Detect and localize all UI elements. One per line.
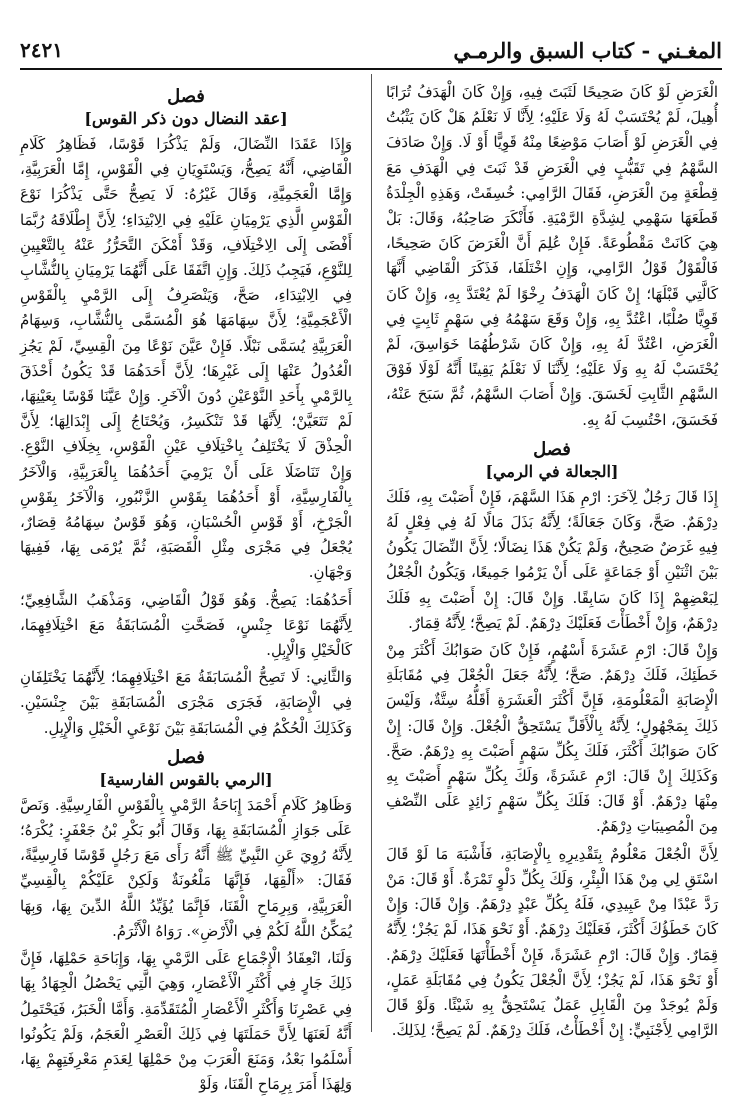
section-subheading: [الجعالة في الرمي] [485, 461, 619, 481]
paragraph: وَإِذَا عَقَدَا النِّضَالَ، وَلَمْ يَذْكُرَا قَوْسًا، فَظَاهِرُ كَلَامِ الْقَاضِي، أَنَّهُ يَصِحُّ، وَيَسْتَوِيَانِ فِي الْقَوْسِ، إِمَّا الْعَرَبِيَّةِ، وَإِمَّا الْعَجَمِيَّةِ، وَقَالَ غَيْرُهُ: لَا يَصِحُّ حَتَّى يَذْكُرَا نَوْعَ الْقَوْسِ الَّذِي يَرْمِيَانِ عَلَيْهِ فِي الِابْتِدَاءِ؛ لِأَنَّ إِطْلَاقَهُ رُبَّمَا أَفْضَى إِلَى الِاخْتِلَافِ، وَقَدْ أَمْكَنَ التَّحَرُّزُ عَنْهُ بِالتَّعْيِينِ لِلنَّوْعِ، فَيَجِبُ ذَلِكَ. وَإِنِ اتَّفَقَا عَلَى أَنَّهُمَا يَرْمِيَانِ بِالنُّشَّابِ فِي الِابْتِدَاءِ، صَحَّ، وَيَنْصَرِفُ إِلَى الرَّمْيِ بِالْقَوْسِ الْأَعْجَمِيَّةِ؛ لِأَنَّ سِهَامَهَا هُوَ الْمُسَمَّى بِالنُّشَّابِ، وَسِهَامُ الْعَرَبِيَّةِ يُسَمَّى نَبْلًا. فَإِنْ عَيَّنَ نَوْعًا مِنَ الْقِسِيِّ، لَمْ يَجُزِ الْعُدُولُ عَنْهَا إِلَى غَيْرِهَا؛ لِأَنَّ أَحَدَهُمَا قَدْ يَكُونُ أَحْذَقَ بِالرَّمْيِ بِأَحَدِ النَّوْعَيْنِ دُونَ الْآخَرِ. وَإِنْ عَيَّنَا قَوْسًا بِعَيْنِهَا، لَمْ تَتَعَيَّنْ؛ لِأَنَّهَا قَدْ تَنْكَسِرُ، وَيُحْتَاجُ إِلَى إِبْدَالِهَا؛ لِأَنَّ الْحِذْقَ لَا يَخْتَلِفُ بِاخْتِلَافِ عَيْنِ الْقَوْسِ، بِخِلَافِ النَّوْعِ. وَإِنْ تَنَاضَلَا عَلَى أَنْ يَرْمِيَ أَحَدُهُمَا بِالْعَرَبِيَّةِ، وَالْآخَرُ بِالْفَارِسِيَّةِ، أَوْ أَحَدُهُمَا بِقَوْسِ الزَّنْبُورِ، وَالْآخَرُ بِقَوْسِ الْجَرْخِ، أَوْ قَوْسِ الْحُسْبَانِ، وَهُوَ قَوْسٌ سِهَامُهُ قِصَارٌ، يُجْعَلُ فِي مَجْرَى مِثْلِ الْقَصَبَةِ، ثُمَّ يُرْمَى بِهَا، فَفِيهَا وَجْهَانِ. [20, 136, 352, 582]
header-rule [20, 68, 722, 70]
column-divider [371, 74, 372, 1032]
section-subheading: [عقد النضال دون ذكر القوس] [84, 109, 288, 128]
paragraph: وَلَنَا، انْعِقَادُ الْإِجْمَاعِ عَلَى الرَّمْيِ بِهَا، وَإِبَاحَةِ حَمْلِهَا، فَإِنَّ ذَلِكَ جَارٍ فِي أَكْثَرِ الْأَعْصَارِ، وَهِيَ الَّتِي يَحْصُلُ الْجِهَادُ بِهَا فِي عَصْرِنَا وَأَكْثَرِ الْأَعْصَارِ الْمُتَقَدِّمَةِ. وَأَمَّا الْخَبَرُ، فَيَحْتَمِلُ أَنَّهُ لَعَنَهَا لِأَنَّ حَمَلَتَهَا فِي ذَلِكَ الْعَصْرِ الْعَجَمُ، وَلَمْ يَكُونُوا أَسْلَمُوا بَعْدُ، وَمَنَعَ الْعَرَبَ مِنْ حَمْلِهَا لِعَدَمِ مَعْرِفَتِهِمْ بِهَا، وَلِهَذَا أَمَرَ بِرِمَاحِ الْقَنَا، وَلَوْ [20, 950, 352, 1094]
paragraph: إِذَا قَالَ رَجُلٌ لِآخَرَ: ارْمِ هَذَا السَّهْمَ، فَإِنْ أَصَبْتَ بِهِ، فَلَكَ دِرْهَمٌ. صَحَّ، وَكَانَ جَعَالَةً؛ لِأَنَّهُ بَذَلَ مَالًا لَهُ فِي فِعْلٍ لَهُ فِيهِ غَرَضٌ صَحِيحٌ، وَلَمْ يَكُنْ هَذَا نِضَالًا؛ لِأَنَّ النِّضَالَ يَكُونُ بَيْنَ اثْنَيْنِ أَوْ جَمَاعَةٍ عَلَى أَنْ يَرْمُوا جَمِيعًا، وَيَكُونُ الْجُعْلُ لِبَعْضِهِمْ إِذَا كَانَ سَابِقًا. وَإِنْ قَالَ: إِنْ أَصَبْتَ بِهِ فَلَكَ دِرْهَمٌ، وَإِنْ أَخْطَأْتَ فَعَلَيْكَ دِرْهَمٌ. لَمْ يَصِحَّ؛ لِأَنَّهُ قِمَارٌ. [386, 488, 718, 632]
paragraph: لِأَنَّ الْجُعْلَ مَعْلُومٌ بِتَقْدِيرِهِ بِالْإِصَابَةِ، فَأَشْبَهَ مَا لَوْ قَالَ اسْتَقِ لِي مِنْ هَذَا الْبِئْرِ، وَلَكَ بِكُلِّ دَلْوٍ تَمْرَةٌ. أَوْ قَالَ: مَنْ رَدَّ عَبْدًا مِنْ عَبِيدِي، فَلَهُ بِكُلِّ عَبْدٍ دِرْهَمٌ. وَإِنْ قَالَ: وَإِنْ كَانَ خَطَؤُكَ أَكْثَرَ، فَعَلَيْكَ دِرْهَمٌ. أَوْ نَحْوَ هَذَا، لَمْ يَجُزْ؛ لِأَنَّهُ قِمَارٌ. وَإِنْ قَالَ: ارْمِ عَشَرَةً، فَإِنْ أَخْطَأْتَهَا فَعَلَيْكَ دِرْهَمٌ. أَوْ نَحْوَ هَذَا، لَمْ يَجُزْ؛ لِأَنَّ الْجُعْلَ يَكُونُ فِي مُقَابَلَةِ عَمَلٍ، وَلَمْ يُوجَدْ مِنَ الْقَابِلِ عَمَلٌ يَسْتَحِقُّ بِهِ شَيْئًا. وَلَوْ قَالَ الرَّامِي لِأَجْنَبِيٍّ: إِنْ أَخْطَأْتُ، فَلَكَ دِرْهَمٌ. لَمْ يَصِحَّ؛ لِذَلِكَ. [386, 845, 718, 1040]
paragraph: أَحَدُهُمَا: يَصِحُّ. وَهُوَ قَوْلُ الْقَاضِي، وَمَذْهَبُ الشَّافِعِيِّ؛ لِأَنَّهُمَا نَوْعَا جِنْسٍ، فَصَحَّتِ الْمُسَابَقَةُ مَعَ اخْتِلَافِهِمَا، كَالْخَيْلِ وَالْإِبِلِ. [20, 591, 352, 660]
paragraph: الْغَرَضِ لَوْ كَانَ صَحِيحًا لَثَبَتَ فِيهِ، وَإِنْ كَانَ الْهَدَفُ تُرَابًا أُهِيلَ، لَمْ يُحْتَسَبْ لَهُ وَلَا عَلَيْهِ؛ لِأَنَّا لَا نَعْلَمُ هَلْ كَانَ يَثْبُتُ فِي الْغَرَضِ لَوْ أَصَابَ مَوْضِعًا مِنْهُ قَوِيًّا أَوْ لَا. وَإِنْ صَادَفَ السَّهْمُ فِي تَقَبُّبٍ فِي الْغَرَضِ قَدْ ثَبَتَ فِي الْهَدَفِ مَعَ قِطْعَةٍ مِنَ الْغَرَضِ، فَقَالَ الرَّامِي: خُسِقَتْ، وَهَذِهِ الْجِلْدَةُ قَطَعَهَا سَهْمِي لِشِدَّةِ الرَّمْيَةِ. فَأَنْكَرَ صَاحِبُهُ، وَقَالَ: بَلْ هِيَ كَانَتْ مَقْطُوعَةً. فَإِنْ عُلِمَ أَنَّ الْغَرَضَ كَانَ صَحِيحًا، فَالْقَوْلُ قَوْلُ الرَّامِي، وَإِنِ اخْتَلَفَا، فَذَكَرَ الْقَاضِي أَنَّهَا كَالَّتِي قَبْلَهَا؛ إِنْ كَانَ الْهَدَفُ رِخْوًا لَمْ يُعْتَدَّ بِهِ، وَإِنْ كَانَ قَوِيًّا صُلْبًا، اعْتُدَّ بِهِ، وَإِنْ وَقَعَ سَهْمُهُ فِي سَهْمٍ ثَابِتٍ فِي الْغَرَضِ، اعْتُدَّ لَهُ بِهِ، وَإِنْ كَانَ شَرْطُهُمَا خَوَاسِقَ، لَمْ يُحْتَسَبْ لَهُ بِهِ وَلَا عَلَيْهِ؛ لِأَنَّنَا لَا نَعْلَمُ يَقِينًا أَنَّهُ لَوْلَا فَوْقَ السَّهْمِ الثَّابِتِ لَخَسَقَ. وَإِنْ أَصَابَ السَّهْمُ، ثُمَّ سَبَحَ عَنْهُ، فَخَسَقَ، احْتُسِبَ لَهُ بِهِ. [386, 84, 718, 429]
section-heading: فصل [167, 86, 205, 107]
section-heading: فصل [533, 438, 571, 460]
section-subheading: [الرمي بالقوس الفارسية] [99, 769, 273, 789]
book-title: المغـني - كتاب السبق والرمـي [453, 37, 722, 63]
left-column [20, 80, 352, 1094]
right-column [386, 80, 718, 1080]
paragraph: وَظَاهِرُ كَلَامِ أَحْمَدَ إِبَاحَةُ الرَّمْيِ بِالْقَوْسِ الْفَارِسِيَّةِ. وَنَصَّ عَلَى جَوَازِ الْمُسَابَقَةِ بِهَا، وَقَالَ أَبُو بَكْرِ بْنُ جَعْفَرٍ: يُكْرَهُ؛ لِأَنَّهُ رُوِيَ عَنِ النَّبِيِّ ﷺ أَنَّهُ رَأَى مَعَ رَجُلٍ قَوْسًا فَارِسِيَّةً، فَقَالَ: «أَلْقِهَا، فَإِنَّهَا مَلْعُونَةٌ وَلَكِنْ عَلَيْكُمْ بِالْقِسِيِّ الْعَرَبِيَّةِ، وَبِرِمَاحِ الْقَنَا، فَإِنَّمَا يُؤَيِّدُ اللَّهُ الدِّينَ بِهَا، وَبِهَا يُمَكِّنُ اللَّهُ لَكُمْ فِي الْأَرْضِ». رَوَاهُ الْأَثْرَمُ. [20, 796, 352, 940]
paragraph: وَإِنْ قَالَ: ارْمِ عَشَرَةَ أَسْهُمٍ، فَإِنْ كَانَ صَوَابُكَ أَكْثَرَ مِنْ خَطَئِكَ، فَلَكَ دِرْهَمٌ. صَحَّ؛ لِأَنَّهُ جَعَلَ الْجُعْلَ فِي مُقَابَلَةِ الْإِصَابَةِ الْمَعْلُومَةِ، فَإِنَّ أَكْثَرَ الْعَشَرَةِ أَقَلُّهُ سِتَّةٌ، وَلَيْسَ ذَلِكَ بِمَجْهُولٍ؛ لِأَنَّهُ بِالْأَقَلِّ يَسْتَحِقُّ الْجُعْلَ. وَإِنْ قَالَ: إِنْ كَانَ صَوَابُكَ أَكْثَرَ، فَلَكَ بِكُلِّ سَهْمٍ أَصَبْتَ بِهِ دِرْهَمٌ. صَحَّ. وَكَذَلِكَ إِنْ قَالَ: ارْمِ عَشَرَةً، وَلَكَ بِكُلِّ سَهْمٍ أَصَبْتَ بِهِ مِنْهَا دِرْهَمٌ. أَوْ قَالَ: فَلَكَ بِكُلِّ سَهْمٍ زَائِدٍ عَلَى النِّصْفِ مِنَ الْمُصِيبَاتِ دِرْهَمٌ. [386, 642, 718, 836]
section-heading: فصل [167, 746, 205, 768]
running-header [20, 36, 722, 64]
paragraph: وَالثَّانِي: لَا تَصِحُّ الْمُسَابَقَةُ مَعَ اخْتِلَافِهِمَا؛ لِأَنَّهُمَا يَخْتَلِفَانِ فِي الْإِصَابَةِ، فَجَرَى مَجْرَى الْمُسَابَقَةِ بَيْنَ جِنْسَيْنِ. وَكَذَلِكَ الْحُكْمُ فِي الْمُسَابَقَةِ بَيْنَ نَوْعَيِ الْخَيْلِ وَالْإِبِلِ. [20, 669, 352, 737]
page-number: ٢٤٢١ [20, 38, 63, 62]
